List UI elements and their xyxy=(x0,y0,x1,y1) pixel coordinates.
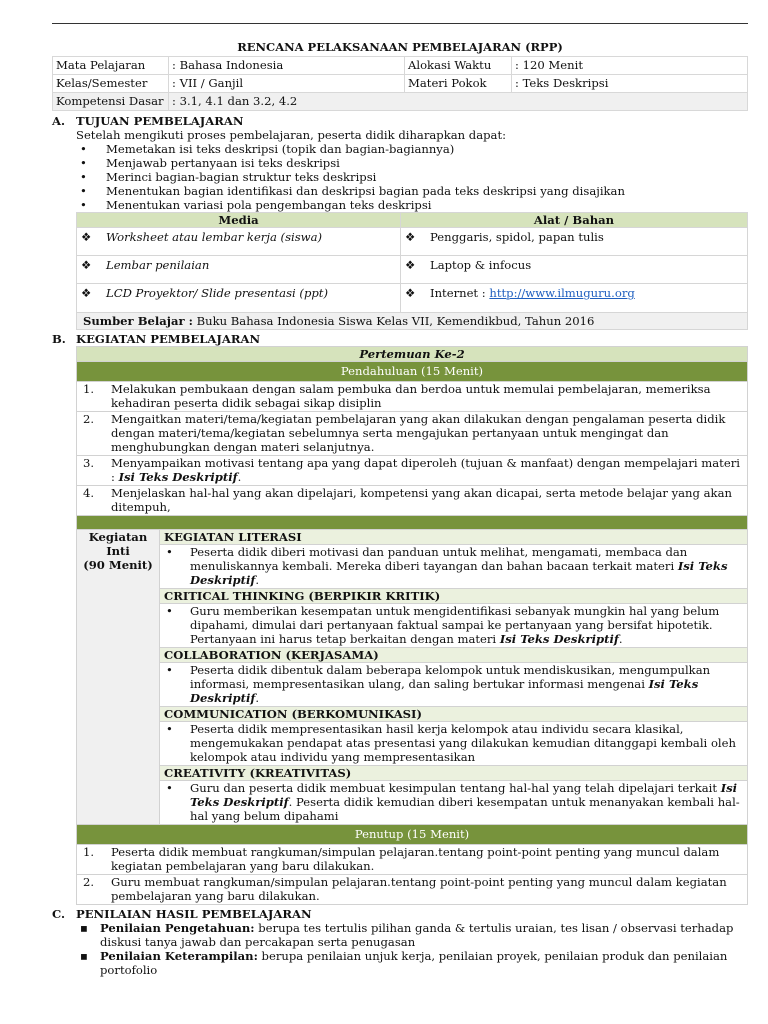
tujuan-list xyxy=(76,142,748,212)
alokasi-value: : 120 Menit xyxy=(512,57,748,75)
top-rule xyxy=(52,23,748,24)
list-item: • Memetakan isi teks deskripsi (topik dan bagian-bagiannya) xyxy=(80,142,455,156)
section-b-heading: B. KEGIATAN PEMBELAJARAN xyxy=(52,332,261,346)
table-row: 4. Menjelaskan hal-hal yang akan dipelajari, kompetensi yang akan dicapai, serta metode belajar yang akan ditempuh, xyxy=(77,486,748,516)
collaboration-heading: COLLABORATION (KERJASAMA) xyxy=(160,648,748,663)
sumber-belajar: Sumber Belajar : Buku Bahasa Indonesia Siswa Kelas VII, Kemendikbud, Tahun 2016 xyxy=(77,313,748,330)
media-header: Media xyxy=(77,213,401,228)
creativity-heading: CREATIVITY (KREATIVITAS) xyxy=(160,766,748,781)
internet-link[interactable]: http://www.ilmuguru.org xyxy=(489,286,635,300)
alat-header: Alat / Bahan xyxy=(401,213,748,228)
pertemuan-label: Pertemuan Ke-2 xyxy=(77,347,748,362)
communication-body: • Peserta didik mempresentasikan hasil kerja kelompok atau individu secara klasikal, mengemukakan pendapat atas presentasi yang dilakukan kemudian ditanggapi kembali oleh kelompok atau individu yang mempresentasikan xyxy=(160,722,748,766)
media-item: ❖ Lembar penilaian xyxy=(77,256,401,284)
table-row: 2. Guru membuat rangkuman/simpulan pelajaran.tentang point-point penting yang muncul dalam kegiatan pembelajaran yang baru dilakukan. xyxy=(77,875,748,905)
kompetensi-value: : 3.1, 4.1 dan 3.2, 4.2 xyxy=(169,93,748,111)
table-row: 1. Peserta didik membuat rangkuman/simpulan pelajaran.tentang point-point penting yang muncul dalam kegiatan pembelajaran yang baru dilakukan. xyxy=(77,845,748,875)
critical-body: • Guru memberikan kesempatan untuk mengidentifikasi sebanyak mungkin hal yang belum dipahami, dimulai dari pertanyaan faktual sampai ke pertanyaan yang bersifat hipotetik. Pertanyaan ini harus tetap berkaitan dengan materi Isi Teks Deskriptif. xyxy=(160,604,748,648)
critical-heading: CRITICAL THINKING (BERPIKIR KRITIK) xyxy=(160,589,748,604)
materi-label: Materi Pokok xyxy=(405,75,512,93)
media-item: ❖ Worksheet atau lembar kerja (siswa) xyxy=(77,228,401,256)
alokasi-label: Alokasi Waktu xyxy=(405,57,512,75)
info-table xyxy=(52,56,748,111)
section-c-heading: C. PENILAIAN HASIL PEMBELAJARAN xyxy=(52,907,312,921)
literasi-heading: KEGIATAN LITERASI xyxy=(160,530,748,545)
collaboration-body: • Peserta didik dibentuk dalam beberapa kelompok untuk mendiskusikan, mengumpulkan informasi, mempresentasikan ulang, dan saling bertukar informasi mengenai Isi Teks Deskriptif. xyxy=(160,663,748,707)
section-a-heading: A. TUJUAN PEMBELAJARAN xyxy=(52,114,244,128)
table-row: 2. Mengaitkan materi/tema/kegiatan pembelajaran yang akan dilakukan dengan pengalaman peserta didik dengan materi/tema/kegiatan sebelumnya serta mengajukan pertanyaan untuk mengingat dan menghubungkan dengan materi selanjutnya. xyxy=(77,412,748,456)
kompetensi-label: Kompetensi Dasar xyxy=(53,93,169,111)
list-item: • Menjawab pertanyaan isi teks deskripsi xyxy=(80,156,340,170)
alat-item: ❖ Laptop & infocus xyxy=(401,256,748,284)
table-row: 3. Menyampaikan motivasi tentang apa yang dapat diperoleh (tujuan & manfaat) dengan mempelajari materi : Isi Teks Deskriptif. xyxy=(77,456,748,486)
alat-item: ❖ Internet : http://www.ilmuguru.org xyxy=(401,284,748,313)
materi-value: : Teks Deskripsi xyxy=(512,75,748,93)
mapel-value: : Bahasa Indonesia xyxy=(169,57,405,75)
list-item: • Merinci bagian-bagian struktur teks deskripsi xyxy=(80,170,377,184)
creativity-body: • Guru dan peserta didik membuat kesimpulan tentang hal-hal yang telah dipelajari terkait Isi Teks Deskriptif. Peserta didik kemudian diberi kesempatan untuk menanyakan kembali hal-hal yang belum dipahami xyxy=(160,781,748,825)
kelas-value: : VII / Ganjil xyxy=(169,75,405,93)
list-item: ▪ Penilaian Keterampilan: berupa penilaian unjuk kerja, penilaian proyek, penilaian produk dan penilaian portofolio xyxy=(80,949,728,977)
list-item: • Menentukan variasi pola pengembangan teks deskripsi xyxy=(80,198,432,212)
communication-heading: COMMUNICATION (BERKOMUNIKASI) xyxy=(160,707,748,722)
list-item: • Menentukan bagian identifikasi dan deskripsi bagian pada teks deskripsi yang disajikan xyxy=(80,184,625,198)
pendahuluan-header: Pendahuluan (15 Menit) xyxy=(77,362,748,382)
penutup-header: Penutup (15 Menit) xyxy=(77,825,748,845)
document-title: RENCANA PELAKSANAAN PEMBELAJARAN (RPP) xyxy=(237,40,563,54)
list-item: ▪ Penilaian Pengetahuan: berupa tes tertulis pilihan ganda & tertulis uraian, tes lisan / observasi terhadap diskusi tanya jawab dan percakapan serta penugasan xyxy=(80,921,734,949)
table-row: 1. Melakukan pembukaan dengan salam pembuka dan berdoa untuk memulai pembelajaran, memeriksa kehadiran peserta didik sebagai sikap disiplin xyxy=(77,382,748,412)
alat-item: ❖ Penggaris, spidol, papan tulis xyxy=(401,228,748,256)
kegiatan-table xyxy=(76,346,748,905)
divider-row xyxy=(77,516,748,530)
mapel-label: Mata Pelajaran xyxy=(53,57,169,75)
media-table xyxy=(76,212,748,330)
media-item: ❖ LCD Proyektor/ Slide presentasi (ppt) xyxy=(77,284,401,313)
kelas-label: Kelas/Semester xyxy=(53,75,169,93)
penilaian-list xyxy=(76,921,748,977)
literasi-body: • Peserta didik diberi motivasi dan panduan untuk melihat, mengamati, membaca dan menuliskannya kembali. Mereka diberi tayangan dan bahan bacaan terkait materi Isi Teks Deskriptif. xyxy=(160,545,748,589)
kegiatan-inti-label: Kegiatan Inti (90 Menit) xyxy=(77,530,160,825)
section-a-intro: Setelah mengikuti proses pembelajaran, peserta didik diharapkan dapat: xyxy=(76,128,507,142)
